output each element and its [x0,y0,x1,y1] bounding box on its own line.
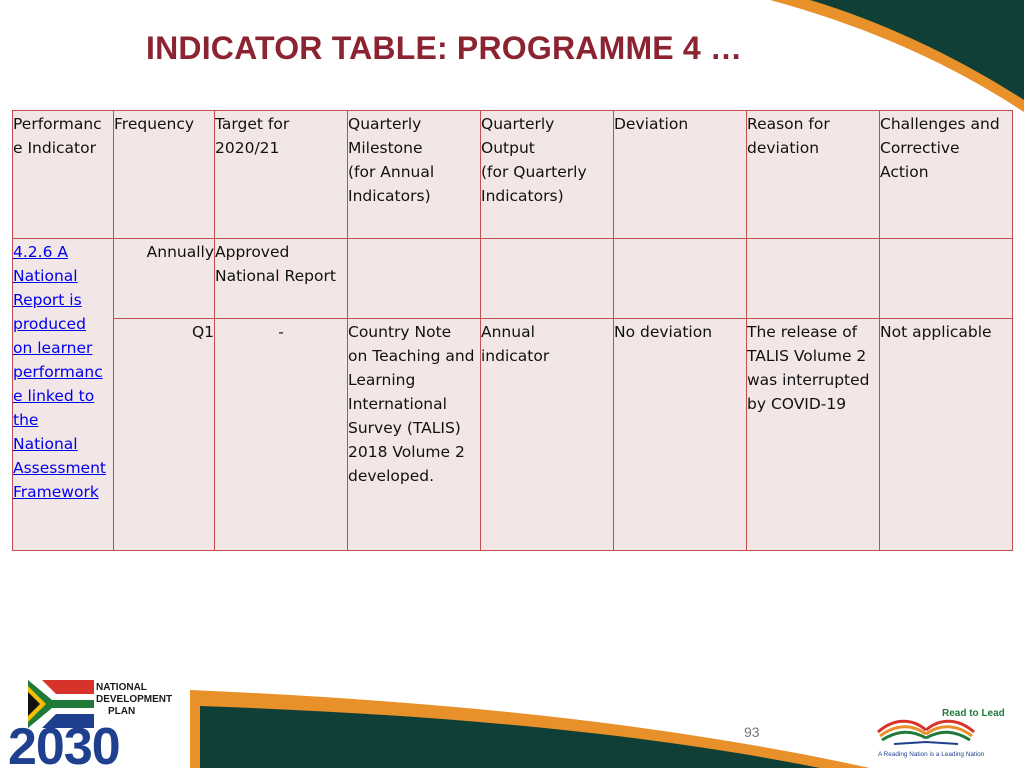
output-cell [481,239,614,319]
indicator-table [12,110,1013,551]
ndp-line2: DEVELOPMENT [96,694,173,705]
slide-title: INDICATOR TABLE: PROGRAMME 4 … [146,30,743,66]
challenges-cell: Not applicable [880,319,1013,551]
header-cell: Reason for deviation [747,111,880,239]
reason-cell: The release of TALIS Volume 2 was interrupted by COVID-19 [747,319,880,551]
indicator-cell [13,239,114,551]
reason-cell [747,239,880,319]
table-row [13,239,1013,319]
open-book-icon [878,721,974,744]
challenges-cell [880,239,1013,319]
header-cell: Challenges and Corrective Action [880,111,1013,239]
header-cell: Deviation [614,111,747,239]
milestone-cell [348,239,481,319]
rtl-name: Read to Lead [942,708,1005,719]
output-cell: Annual indicator [481,319,614,551]
header-cell: Performanc e Indicator [13,111,114,239]
header-cell: Frequency [114,111,215,239]
ndp-line1: NATIONAL [96,682,147,693]
frequency-cell: Annually [114,239,215,319]
header-cell: Quarterly Milestone (for Annual Indicators) [348,111,481,239]
header-cell: Quarterly Output (for Quarterly Indicators) [481,111,614,239]
target-cell: Approved National Report [215,239,348,319]
header-row [13,111,1013,239]
frequency-cell: Q1 [114,319,215,551]
milestone-cell: Country Note on Teaching and Learning International Survey (TALIS) 2018 Volume 2 developed. [348,319,481,551]
deviation-cell: No deviation [614,319,747,551]
rtl-tagline: A Reading Nation is a Leading Nation [878,751,985,758]
table-row [13,319,1013,551]
target-cell: - [215,319,348,551]
header-cell: Target for 2020/21 [215,111,348,239]
page-number: 93 [744,724,760,740]
ndp-line3: PLAN [108,706,136,717]
indicator-link[interactable]: 4.2.6 A National Report is produced on learner performanc e linked to the National Assessment Framework [13,243,106,501]
deviation-cell [614,239,747,319]
ndp-year: 2030 [8,718,120,768]
read-to-lead-logo [874,696,1020,760]
ndp-2030-logo [6,674,186,768]
